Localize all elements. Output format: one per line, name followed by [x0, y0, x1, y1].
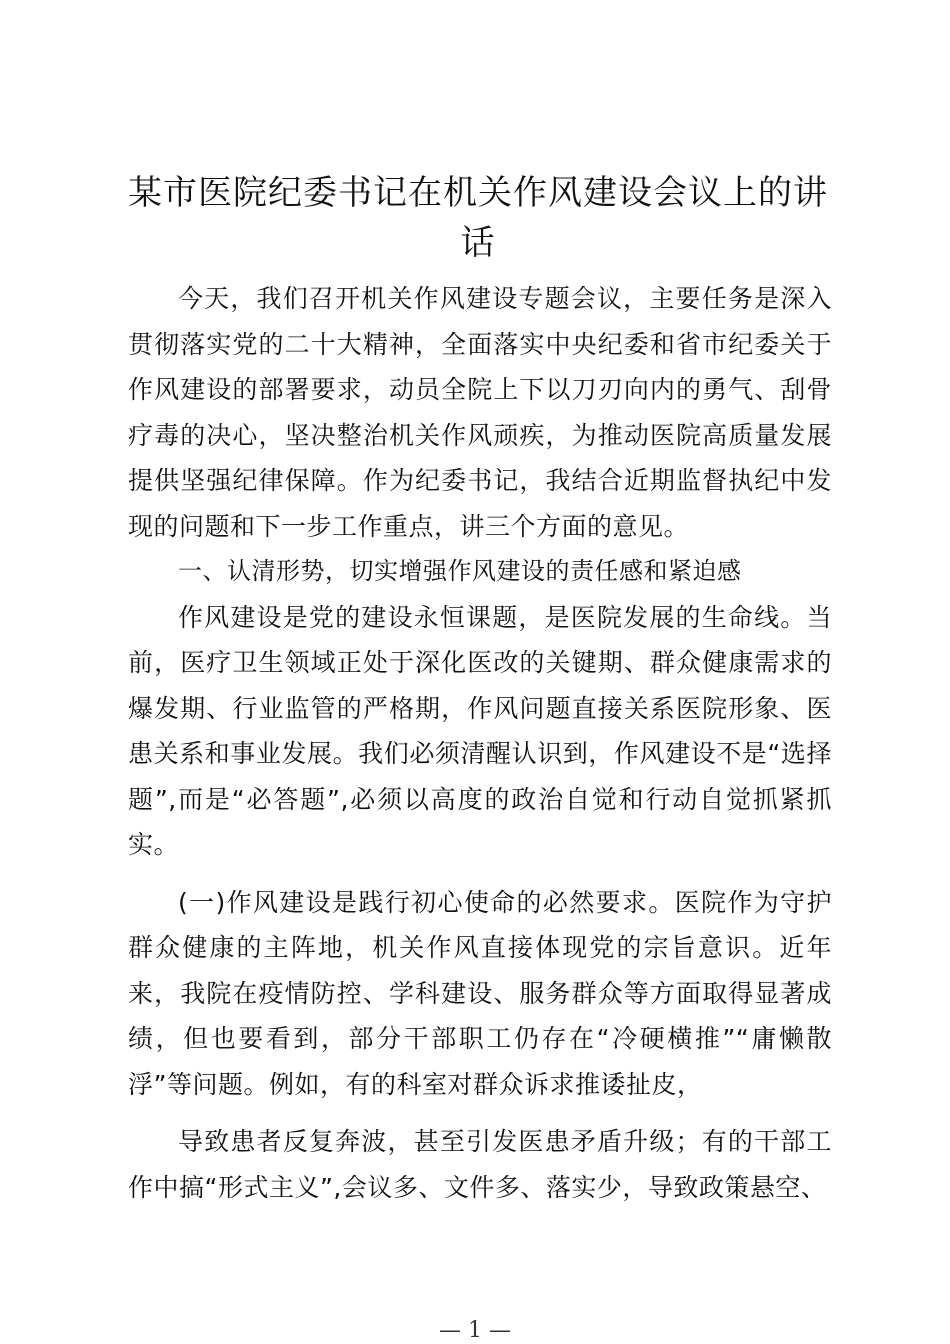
document-title: 某市医院纪委书记在机关作风建设会议上的讲话: [128, 173, 828, 263]
page-number: — 1 —: [439, 1318, 511, 1343]
paragraph-intro: 今天，我们召开机关作风建设专题会议，主要任务是深入贯彻落实党的二十大精神，全面落实中央纪委和省市纪委关于作风建设的部署要求，动员全院上下以刀刃向内的勇气、刮骨疗毒的决心，坚决整治机关作风顽疾，为推动医院高质量发展提供坚强纪律保障。作为纪委书记，我结合近期监督执纪中发现的问题和下一步工作重点，讲三个方面的意见。: [128, 284, 832, 541]
paragraph-subsection-1: (一)作风建设是践行初心使命的必然要求。医院作为守护群众健康的主阵地，机关作风直接体现党的宗旨意识。近年来，我院在疫情防控、学科建设、服务群众等方面取得显著成绩，但也要看到，部分干部职工仍存在“冷硬横推”“庸懒散浮”等问题。例如，有的科室对群众诉求推诿扯皮，: [128, 887, 832, 1099]
section-heading-1: 一、认清形势，切实增强作风建设的责任感和紧迫感: [178, 557, 742, 585]
paragraph-section-1: 作风建设是党的建设永恒课题，是医院发展的生命线。当前，医疗卫生领域正处于深化医改的关键期、群众健康需求的爆发期、行业监管的严格期，作风问题直接关系医院形象、医患关系和事业发展。我们必须清醒认识到，作风建设不是“选择题”,而是“必答题”,必须以高度的政治自觉和行动自觉抓紧抓实。: [128, 602, 832, 859]
document-body: [128, 276, 832, 1210]
paragraph-continued: 导致患者反复奔波，甚至引发医患矛盾升级；有的干部工作中搞“形式主义”,会议多、文件多、落实少，导致政策悬空、: [128, 1127, 832, 1202]
